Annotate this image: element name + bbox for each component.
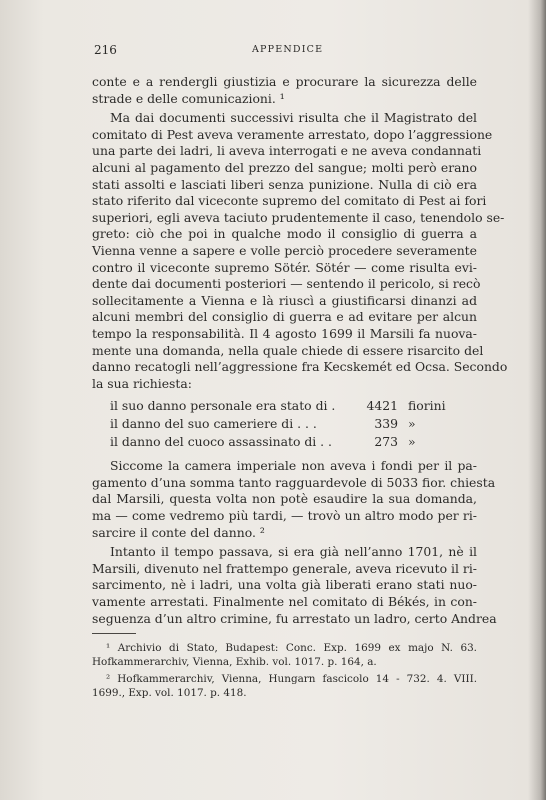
text-line: Intanto il tempo passava, si era già nell’anno 1701, nè il	[110, 544, 477, 560]
text-line: stati assolti e lasciati liberi senza punizione. Nulla di ciò era	[92, 176, 477, 192]
damage-description: il danno del suo cameriere di . . .	[110, 416, 317, 432]
text-line: alcuni al pagamento del prezzo del sangue; molti però erano	[92, 159, 477, 175]
text-line: tempo la responsabilità. Il 4 agosto 1699 il Marsili fa nuova-	[92, 325, 477, 341]
text-line: seguenza d’un altro crimine, fu arrestato un ladro, certo Andrea	[92, 610, 497, 626]
text-line: Siccome la camera imperiale non aveva i fondi per il pa-	[110, 458, 477, 474]
paragraph-4	[92, 544, 497, 627]
body-text	[92, 74, 508, 630]
text-line: greto: ciò che poi in qualche modo il consiglio di guerra a	[92, 226, 477, 242]
text-line: dal Marsili, questa volta non potè esaudire la sua domanda,	[92, 491, 477, 507]
text-line: superiori, egli aveva taciuto prudentemente il caso, tenendolo se-	[92, 209, 505, 225]
footnotes	[92, 641, 477, 703]
page-edge-shadow	[528, 0, 546, 800]
damage-amount: 4421	[366, 398, 398, 414]
text-line: vamente arrestati. Finalmente nel comitato di Békés, in con-	[92, 594, 477, 610]
text-line: gamento d’una somma tanto ragguardevole di 5033 fior. chiesta	[92, 474, 496, 490]
footnote-1	[92, 641, 477, 670]
text-line: sarcimento, nè i ladri, una volta già liberati erano stati nuo-	[92, 577, 477, 593]
text-line: comitato di Pest aveva veramente arrestato, dopo l’aggressione	[92, 126, 493, 142]
text-line: ma — come vedremo più tardi, — trovò un altro modo per ri-	[92, 508, 477, 524]
damage-row	[92, 398, 477, 416]
damage-row	[92, 416, 477, 434]
footnote-line: ¹ Archivio di Stato, Budapest: Conc. Exp. 1699 ex majo N. 63.	[106, 642, 477, 654]
paragraph-2	[92, 110, 508, 392]
text-line: una parte dei ladri, li aveva interrogati e ne aveva condannati	[92, 143, 482, 159]
text-line: la sua richiesta:	[92, 375, 192, 391]
text-line: mente una domanda, nella quale chiede di essere risarcito del	[92, 342, 484, 358]
damage-unit: »	[408, 434, 416, 450]
damage-unit: »	[408, 416, 416, 432]
footnote-line: 1699., Exp. vol. 1017. p. 418.	[92, 687, 247, 700]
damage-table	[92, 398, 477, 452]
damage-description: il danno del cuoco assassinato di . .	[110, 434, 332, 450]
page-number: 216	[94, 43, 117, 57]
paragraph-1	[92, 74, 477, 107]
damage-row	[92, 434, 477, 452]
text-line: danno recatogli nell’aggressione fra Kecskemét ed Ocsa. Secondo	[92, 359, 508, 375]
text-line: Vienna venne a sapere e volle perciò procedere severamente	[92, 242, 477, 258]
text-line: alcuni membri del consiglio di guerra e ad evitare per alcun	[92, 309, 477, 325]
running-head: APPENDICE	[252, 44, 324, 55]
footnote-divider	[92, 633, 136, 634]
text-line: strade e delle comunicazioni. ¹	[92, 90, 285, 106]
text-line: stato riferito dal viceconte supremo del comitato di Pest ai fori	[92, 193, 487, 209]
text-line: Marsili, divenuto nel frattempo generale, aveva ricevuto il ri-	[92, 560, 477, 576]
damage-amount: 273	[374, 434, 398, 450]
page-header	[94, 43, 474, 59]
text-line: conte e a rendergli giustizia e procurare la sicurezza delle	[92, 74, 477, 89]
text-line: sarcire il conte del danno. ²	[92, 524, 265, 540]
text-line: contro il viceconte supremo Sötér. Sötér — come risulta evi-	[92, 259, 477, 275]
footnote-line: Hofkammerarchiv, Vienna, Exhib. vol. 1017. p. 164, a.	[92, 656, 377, 669]
damage-amount: 339	[374, 416, 398, 432]
text-line: dente dai documenti posteriori — sentendo il pericolo, si recò	[92, 276, 481, 292]
footnote-2	[92, 672, 477, 701]
text-line: sollecitamente a Vienna e là riuscì a giustificarsi dinanzi ad	[92, 292, 477, 308]
footnote-line: ² Hofkammerarchiv, Vienna, Hungarn fascicolo 14 - 732. 4. VIII.	[106, 672, 477, 685]
text-line: Ma dai documenti successivi risulta che il Magistrato del	[110, 110, 477, 126]
damage-description: il suo danno personale era stato di .	[110, 398, 336, 414]
damage-unit: fiorini	[408, 398, 446, 414]
paragraph-3	[92, 458, 496, 541]
